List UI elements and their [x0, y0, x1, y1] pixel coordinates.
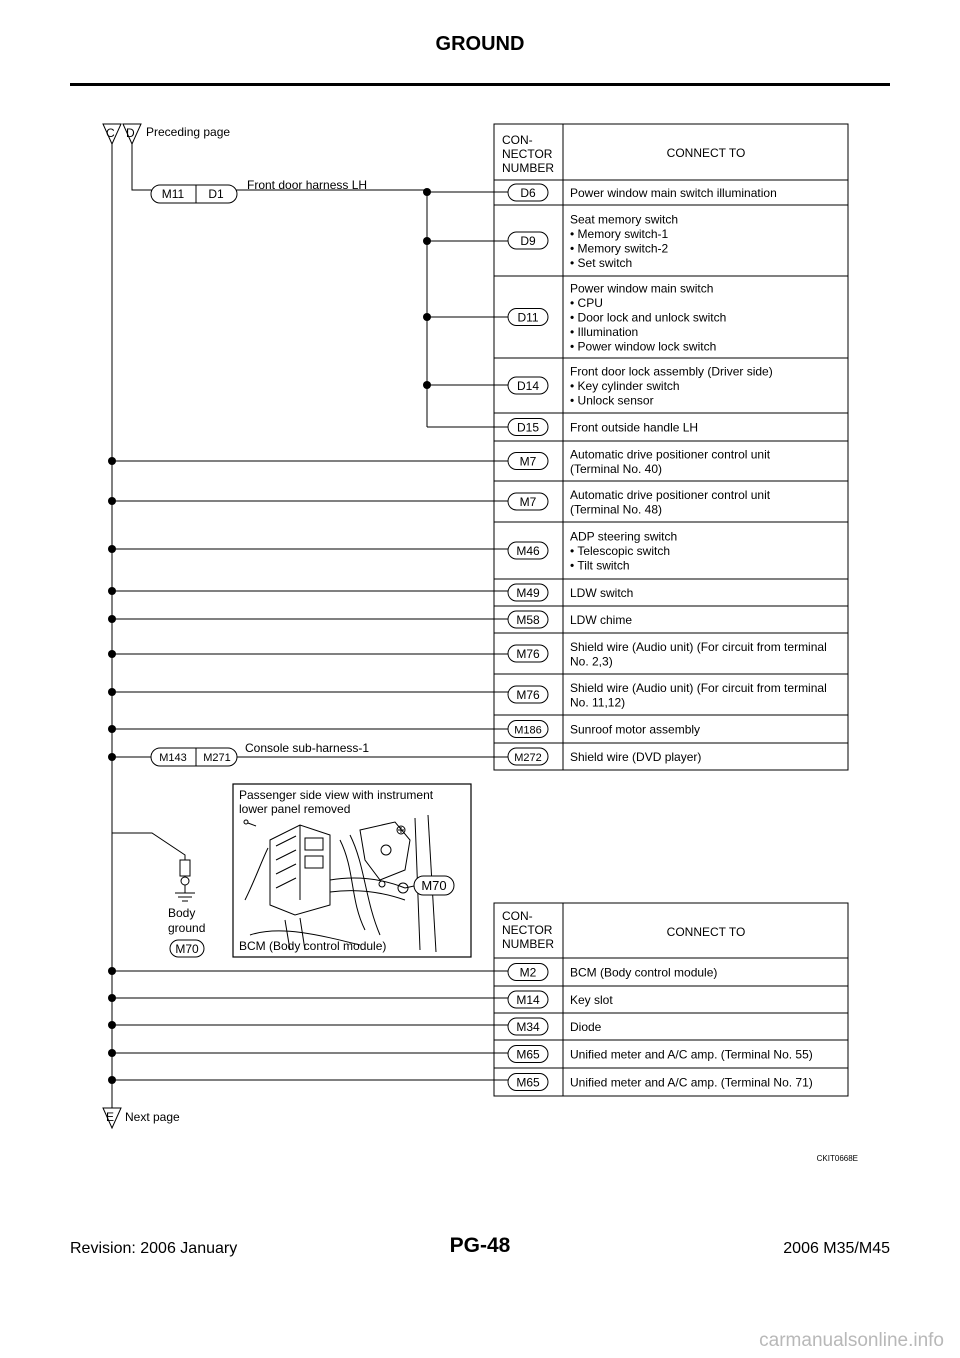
connect-to-text: Seat memory switch [570, 212, 679, 227]
connect-to-text: • Power window lock switch [570, 339, 717, 354]
connector-number: D9 [520, 234, 536, 248]
connector-number: M58 [516, 613, 540, 627]
table-row [508, 184, 777, 201]
connector-number: M46 [516, 544, 540, 558]
connector-number: D15 [516, 420, 540, 435]
connect-to-text: • Tilt switch [570, 558, 630, 573]
footer-revision: Revision: 2006 January [70, 1240, 238, 1257]
connect-to-text: Automatic drive positioner control unit [570, 487, 771, 502]
splice-m76-23 [108, 650, 116, 658]
connect-to-text: • Memory switch-2 [570, 241, 669, 256]
splice-d9 [423, 237, 431, 245]
connector-number: M76 [516, 647, 540, 661]
illustration-title-1: Passenger side view with instrument [239, 788, 434, 802]
table-row [508, 964, 717, 981]
body-ground-label-1: Body [168, 906, 196, 920]
bcm-label: BCM (Body control module) [239, 939, 387, 953]
connect-to-text: • Memory switch-1 [570, 226, 669, 241]
table-row [508, 488, 771, 517]
watermark: carmanualsonline.info [759, 1330, 944, 1351]
connect-to-text: Unified meter and A/C amp. (Terminal No. 71) [570, 1075, 813, 1090]
connect-to-text: Power window main switch [570, 281, 714, 296]
ref-d-label: D [126, 126, 135, 140]
connector-number: D14 [516, 379, 540, 393]
table-row [508, 1074, 813, 1091]
splice-m34 [108, 1021, 116, 1029]
table-row [508, 721, 700, 738]
table-row [508, 282, 726, 354]
connector-number: M272 [514, 752, 542, 764]
connect-to-text: • CPU [570, 296, 603, 310]
connector-m11-label: M11 [161, 187, 185, 201]
table-1-header [502, 133, 745, 175]
illustration-title-2: lower panel removed [239, 802, 351, 816]
connect-to-text: Automatic drive positioner control unit [570, 447, 771, 462]
table-1-header-connector: CON-NECTOR NUMBER [502, 133, 555, 175]
ref-c-label: C [106, 126, 115, 140]
console-sub-harness-label: Console sub-harness-1 [245, 741, 370, 755]
splice-d6 [423, 188, 431, 196]
connect-to-text: No. 2,3) [570, 654, 613, 669]
splice-m49 [108, 587, 116, 595]
ground-bolt [181, 877, 189, 885]
connector-number: M49 [516, 586, 540, 600]
connect-to-text: LDW switch [570, 586, 634, 600]
table-row [508, 365, 773, 408]
splice-m46 [108, 545, 116, 553]
splice-d14 [423, 381, 431, 389]
footer-model: 2006 M35/M45 [783, 1240, 890, 1257]
connect-to-text: • Unlock sensor [570, 393, 654, 408]
connector-number: M34 [516, 1020, 540, 1034]
connector-number: M65 [516, 1075, 540, 1090]
connect-to-text: • Key cylinder switch [570, 379, 680, 393]
connector-d1-label: D1 [208, 187, 224, 201]
figure-code: CKIT0668E [816, 1154, 858, 1163]
connect-to-text: (Terminal No. 48) [570, 502, 663, 517]
preceding-page-label: Preceding page [146, 125, 231, 139]
splice-m65-71 [108, 1076, 116, 1084]
table-1-rows [508, 184, 827, 765]
m70-callout-label: M70 [421, 878, 447, 893]
connect-to-text: No. 11,12) [570, 695, 626, 710]
connector-number: D6 [520, 186, 536, 200]
splice-m2 [108, 967, 116, 975]
connector-m271-label: M271 [203, 752, 231, 764]
body-ground [168, 860, 205, 957]
connect-to-text: ADP steering switch [570, 529, 678, 544]
connect-to-text: Sunroof motor assembly [570, 722, 701, 737]
body-ground-label-2: ground [168, 921, 206, 935]
splice-m272 [108, 753, 116, 761]
connect-to-text: LDW chime [570, 613, 633, 627]
splice-m14 [108, 994, 116, 1002]
table-row [508, 748, 701, 765]
connect-to-text: Key slot [570, 993, 613, 1007]
table-2-header-connect-to: CONNECT TO [666, 925, 746, 939]
table-row [508, 584, 633, 601]
connector-number: M76 [516, 688, 540, 702]
instrument-panel-illustration [233, 784, 471, 957]
table-row [508, 991, 613, 1008]
splice-m65-55 [108, 1049, 116, 1057]
preceding-page-ref [103, 124, 230, 144]
connect-to-text: Front door lock assembly (Driver side) [570, 364, 773, 379]
connector-number: M2 [519, 965, 537, 980]
next-page-label: Next page [125, 1110, 180, 1124]
splice-m76-1112 [108, 688, 116, 696]
connector-m11-d1 [151, 185, 237, 203]
connect-to-text: • Set switch [570, 255, 633, 270]
connector-number: M65 [516, 1047, 540, 1062]
connector-m143-label: M143 [159, 752, 187, 764]
table-2-header-connector: CON-NECTOR NUMBER [502, 909, 555, 951]
bus-to-ground-link [112, 806, 185, 862]
splice-m58 [108, 615, 116, 623]
connector-m143-m271 [151, 748, 237, 766]
page-title: GROUND [435, 33, 525, 55]
table-row [508, 212, 678, 270]
table-2-rows [508, 964, 813, 1091]
splice-m7-48 [108, 497, 116, 505]
connect-to-text: Front outside handle LH [570, 420, 699, 435]
connect-to-text: • Door lock and unlock switch [570, 310, 727, 325]
connect-to-text: Unified meter and A/C amp. (Terminal No. 55) [570, 1047, 813, 1062]
footer-page-number: PG-48 [449, 1234, 511, 1257]
ground-terminal [180, 860, 190, 876]
table-1-header-connect-to: CONNECT TO [666, 146, 746, 160]
front-door-harness-label: Front door harness LH [247, 178, 368, 192]
table-row [508, 1046, 813, 1063]
connector-number: M7 [519, 454, 537, 469]
table-row [508, 530, 677, 573]
connect-to-text: Shield wire (Audio unit) (For circuit from terminal [570, 680, 827, 695]
connect-to-text: BCM (Body control module) [570, 965, 718, 980]
table-row [508, 681, 827, 710]
ref-e-label: E [106, 1110, 115, 1124]
connector-number: D11 [517, 310, 539, 325]
splice-m7-40 [108, 457, 116, 465]
connect-to-text: (Terminal No. 40) [570, 461, 663, 476]
connect-to-text: Diode [570, 1020, 602, 1034]
table-row [508, 1018, 602, 1035]
connector-number: M186 [514, 724, 542, 737]
connect-to-text: • Illumination [570, 325, 639, 339]
splice-m186 [108, 725, 116, 733]
connector-number: M7 [519, 495, 537, 509]
connect-to-text: Power window main switch illumination [570, 186, 777, 200]
next-page-ref [103, 1108, 180, 1128]
table-row [508, 611, 632, 628]
table-row [508, 447, 771, 476]
ground-connector-m70: M70 [175, 942, 199, 956]
table-row [508, 419, 698, 436]
connect-to-text: Shield wire (DVD player) [570, 750, 702, 764]
connect-to-text: • Telescopic switch [570, 544, 671, 558]
table-row [508, 640, 827, 669]
splice-d11 [423, 313, 431, 321]
connect-to-text: Shield wire (Audio unit) (For circuit from terminal [570, 639, 827, 654]
table-2-header [502, 909, 745, 951]
connector-number: M14 [516, 993, 540, 1007]
